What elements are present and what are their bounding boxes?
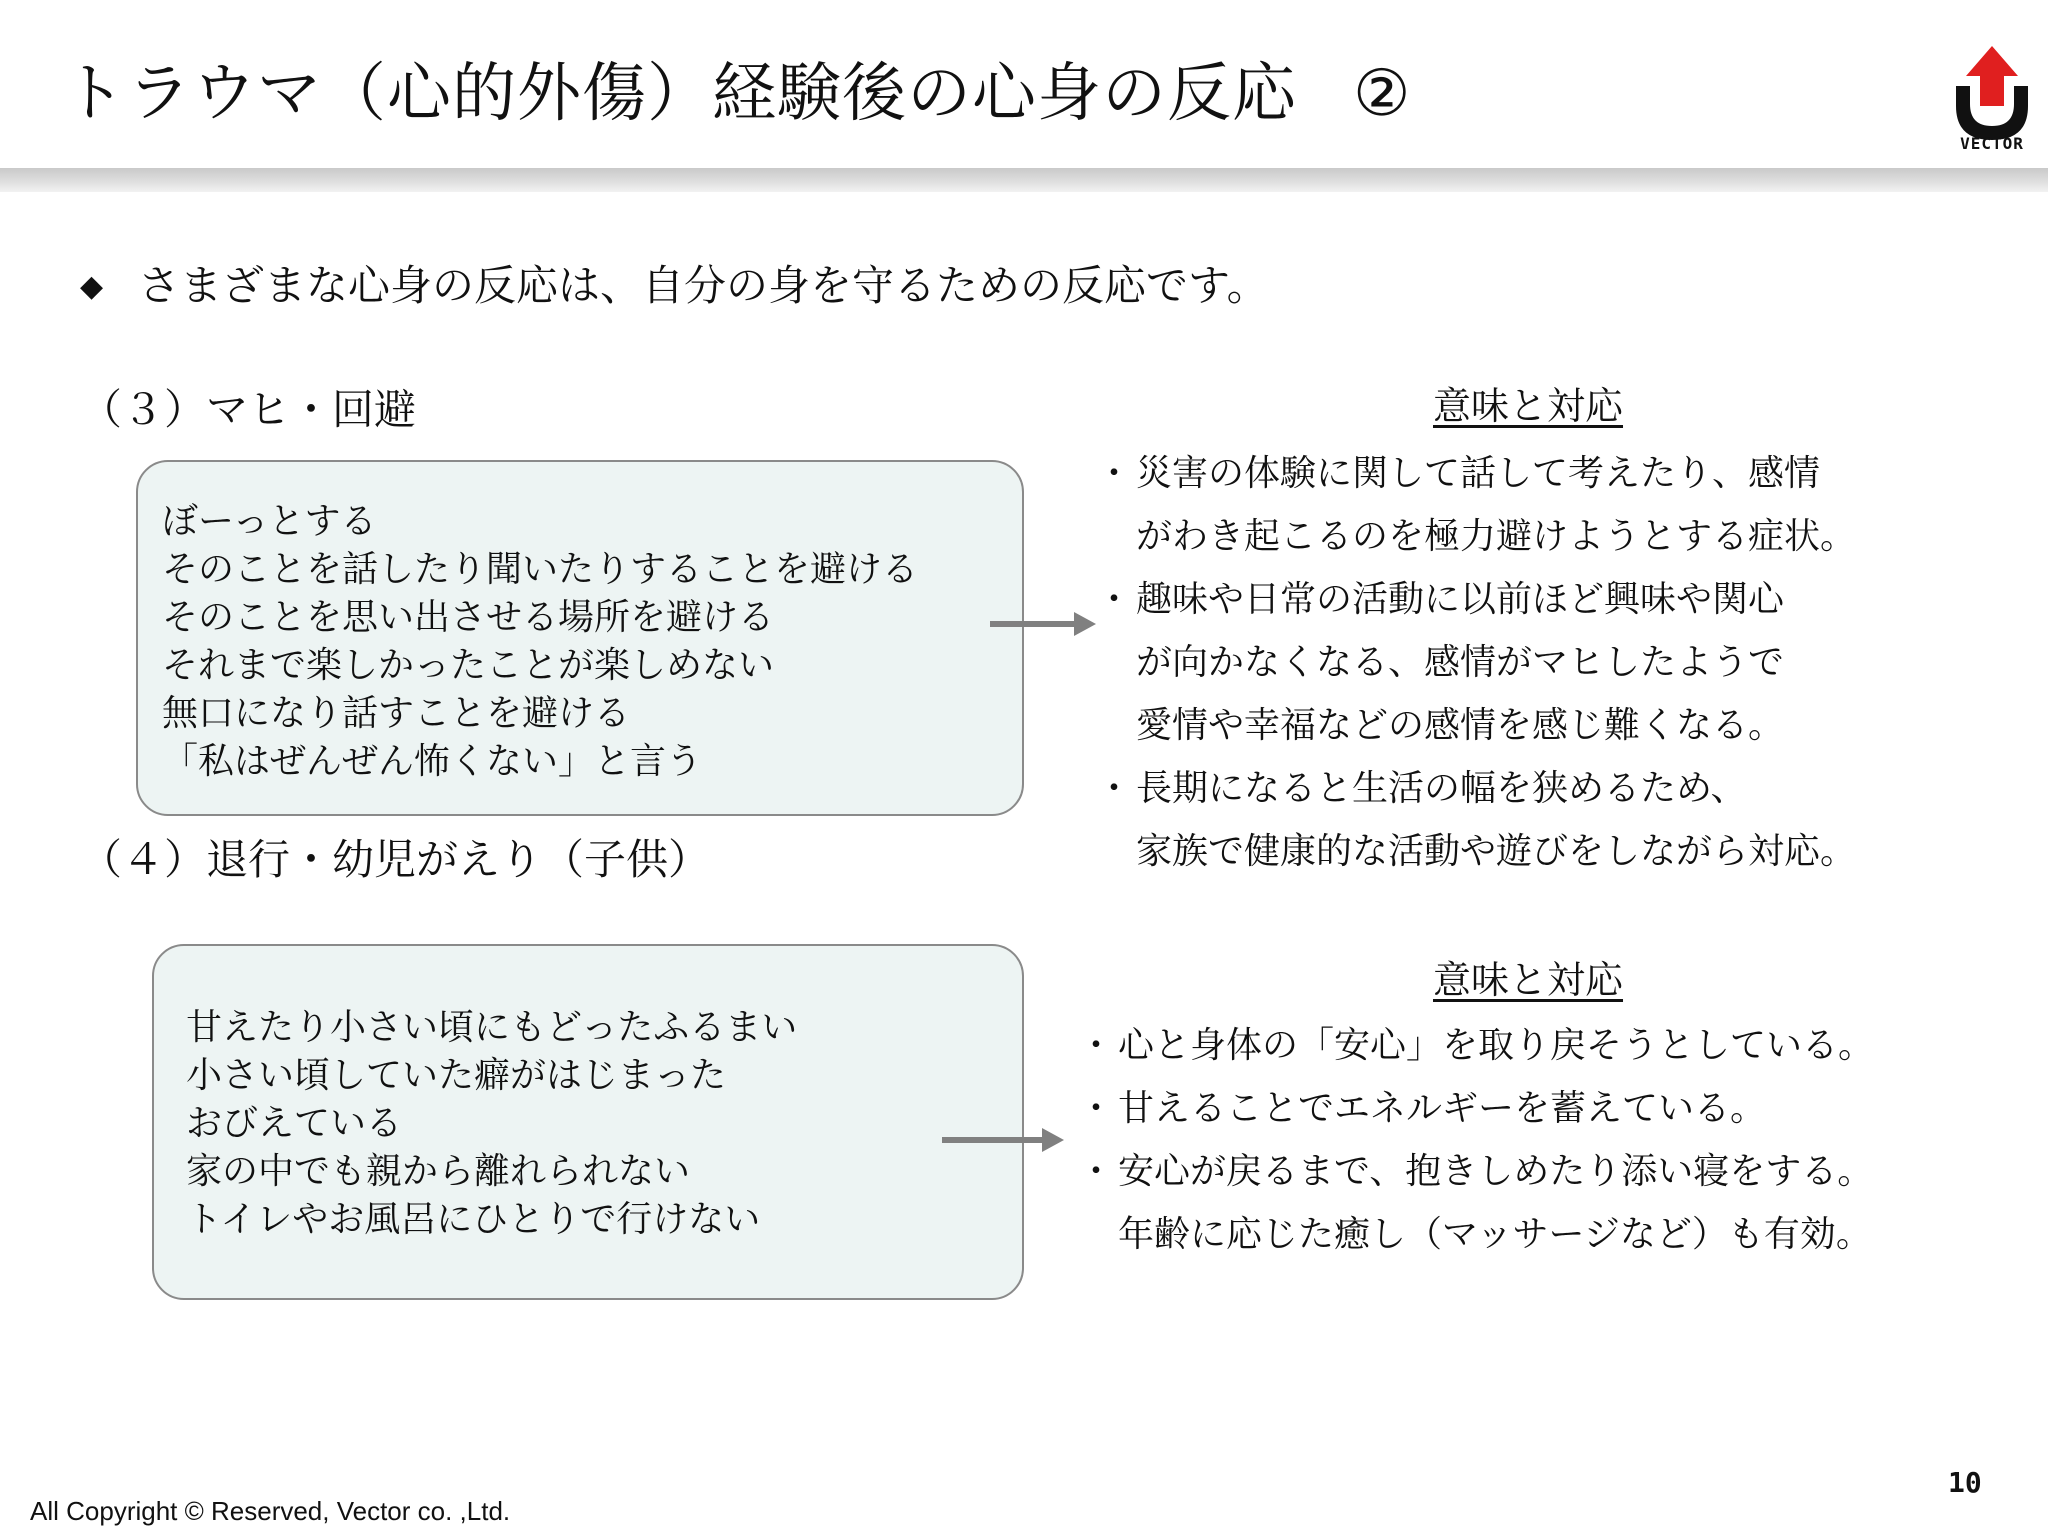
bullet-marker: ・ <box>1096 579 1133 620</box>
symptom-line: そのことを話したり聞いたりすることを避ける <box>162 549 919 590</box>
page-title <box>62 52 1411 136</box>
meaning-text: が向かなくなる、感情がマヒしたようで <box>1136 642 1785 683</box>
symptom-line: おびえている <box>186 1103 403 1144</box>
section-4-arrow-icon <box>942 1122 1072 1158</box>
section-3-meaning-list <box>1096 442 1856 883</box>
title-number: ② <box>1353 57 1412 131</box>
meaning-row <box>1078 1140 1874 1203</box>
section-3-symptom-list <box>162 498 918 786</box>
meaning-text: 安心が戻るまで、抱きしめたり添い寝をする。 <box>1118 1151 1874 1192</box>
meaning-row <box>1078 1077 1874 1140</box>
bullet-marker: ・ <box>1096 768 1133 809</box>
diamond-bullet-icon: ◆ <box>80 269 104 304</box>
symptom-line: 無口になり話すことを避ける <box>162 693 631 734</box>
logo-arrow-shape <box>1966 46 2018 106</box>
intro-statement <box>80 258 1269 315</box>
section-4-heading: （４）退行・幼児がえり（子供） <box>80 835 711 884</box>
meaning-text: 長期になると生活の幅を狭めるため、 <box>1136 768 1747 809</box>
intro-text: さまざまな心身の反応は、自分の身を守るための反応です。 <box>138 261 1269 310</box>
meaning-row <box>1096 820 1856 883</box>
meaning-text: 心と身体の「安心」を取り戻そうとしている。 <box>1118 1025 1875 1066</box>
page-number: 10 <box>1948 1466 1982 1499</box>
meaning-row <box>1096 505 1856 568</box>
meaning-row <box>1078 1203 1874 1266</box>
section-3-heading: （３）マヒ・回避 <box>80 385 417 434</box>
meaning-row <box>1096 631 1856 694</box>
symptom-line: ぼーっとする <box>162 501 377 542</box>
meaning-row <box>1096 568 1856 631</box>
meaning-text: 年齢に応じた癒し（マッサージなど）も有効。 <box>1118 1214 1872 1255</box>
meaning-text: 家族で健康的な活動や遊びをしながら対応。 <box>1136 831 1857 872</box>
meaning-text: 愛情や幸福などの感情を感じ難くなる。 <box>1136 705 1785 746</box>
section-4-meaning-list <box>1078 1014 1874 1266</box>
section-4-symptom-list <box>186 1004 797 1244</box>
meaning-row <box>1096 757 1856 820</box>
copyright-notice: All Copyright © Reserved, Vector co. ,Ltd. <box>30 1496 511 1526</box>
symptom-line: 甘えたり小さい頃にもどったふるまい <box>186 1007 798 1048</box>
symptom-line: それまで楽しかったことが楽しめない <box>162 645 775 686</box>
logo-text: VECTOR <box>1960 134 2024 153</box>
section-3-arrow-icon <box>990 606 1102 642</box>
section-4-meaning-heading: 意味と対応 <box>1433 958 1624 1002</box>
section-4-symptom-box <box>152 944 1024 1300</box>
bullet-marker: ・ <box>1078 1151 1115 1192</box>
bullet-marker: ・ <box>1078 1025 1115 1066</box>
meaning-text: 趣味や日常の活動に以前ほど興味や関心 <box>1136 579 1785 620</box>
bullet-marker: ・ <box>1096 453 1133 494</box>
symptom-line: 小さい頃していた癖がはじまった <box>186 1055 727 1096</box>
section-3-symptom-box <box>136 460 1024 816</box>
title-text: トラウマ（心的外傷）経験後の心身の反応 <box>62 57 1297 131</box>
meaning-text: 甘えることでエネルギーを蓄えている。 <box>1118 1088 1767 1129</box>
meaning-text: がわき起こるのを極力避けようとする症状。 <box>1136 516 1857 557</box>
symptom-line: そのことを思い出させる場所を避ける <box>162 597 775 638</box>
symptom-line: 「私はぜんぜん怖くない」と言う <box>162 741 703 782</box>
bullet-marker: ・ <box>1078 1088 1115 1129</box>
symptom-line: トイレやお風呂にひとりで行けない <box>186 1199 761 1240</box>
symptom-line: 家の中でも親から離れられない <box>186 1151 691 1192</box>
section-3-meaning-heading: 意味と対応 <box>1433 384 1624 428</box>
meaning-row <box>1096 694 1856 757</box>
title-divider-bar <box>0 168 2048 192</box>
meaning-text: 災害の体験に関して話して考えたり、感情 <box>1136 453 1821 494</box>
meaning-row <box>1078 1014 1874 1077</box>
meaning-row <box>1096 442 1856 505</box>
